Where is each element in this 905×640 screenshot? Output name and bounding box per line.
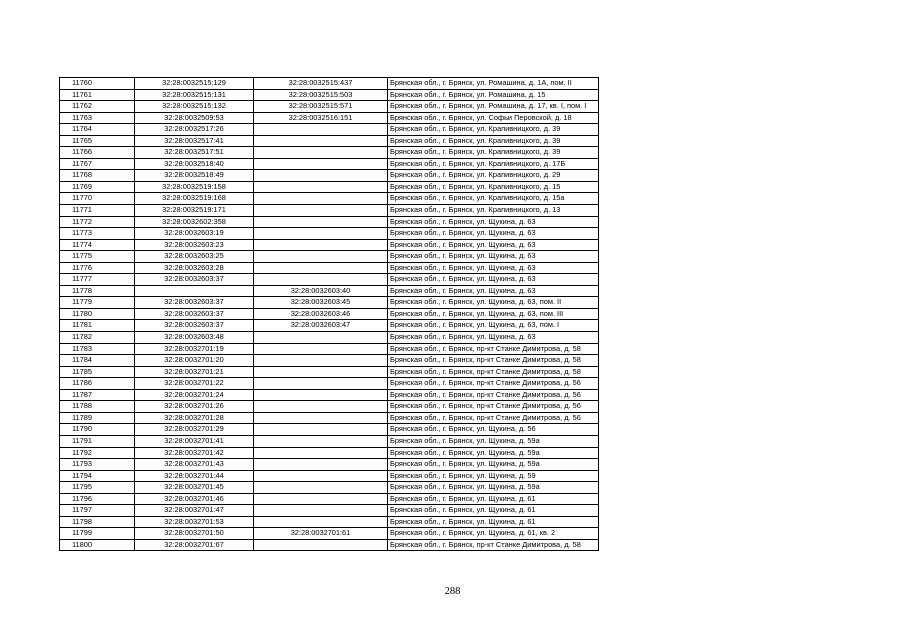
cadastral-number-cell: 32:28:0032518:40	[135, 158, 254, 170]
cadastral-number-cell: 32:28:0032603:37	[135, 308, 254, 320]
row-number-cell: 11772	[60, 216, 135, 228]
cadastral-number-cell: 32:28:0032602:358	[135, 216, 254, 228]
cadastral-number-cell: 32:28:0032701:19	[135, 343, 254, 355]
cadastral-number-cell: 32:28:0032603:25	[135, 251, 254, 263]
related-cadastral-number-cell: 32:28:0032603:45	[254, 297, 388, 309]
table-row	[60, 332, 599, 344]
address-cell: Брянская обл., г. Брянск, ул. Щукина, д. 63	[388, 228, 599, 240]
related-cadastral-number-cell	[254, 251, 388, 263]
row-number-cell: 11797	[60, 505, 135, 517]
address-cell: Брянская обл., г. Брянск, пр-кт Станке Димитрова, д. 56	[388, 378, 599, 390]
address-cell: Брянская обл., г. Брянск, ул. Щукина, д. 63	[388, 251, 599, 263]
address-cell: Брянская обл., г. Брянск, пр-кт Станке Димитрова, д. 58	[388, 539, 599, 551]
related-cadastral-number-cell	[254, 412, 388, 424]
table-row	[60, 308, 599, 320]
cadastral-number-cell: 32:28:0032603:23	[135, 239, 254, 251]
cadastral-number-cell: 32:28:0032603:28	[135, 262, 254, 274]
cadastral-number-cell: 32:28:0032701:53	[135, 516, 254, 528]
cadastral-number-cell: 32:28:0032603:48	[135, 332, 254, 344]
row-number-cell: 11798	[60, 516, 135, 528]
related-cadastral-number-cell: 32:28:0032603:40	[254, 285, 388, 297]
address-cell: Брянская обл., г. Брянск, ул. Щукина, д. 63, пом. II	[388, 297, 599, 309]
address-cell: Брянская обл., г. Брянск, ул. Щукина, д. 59а	[388, 447, 599, 459]
address-cell: Брянская обл., г. Брянск, ул. Щукина, д. 63, пом. III	[388, 308, 599, 320]
cadastral-number-cell: 32:28:0032517:51	[135, 147, 254, 159]
cadastral-number-cell: 32:28:0032701:43	[135, 459, 254, 471]
related-cadastral-number-cell	[254, 482, 388, 494]
address-cell: Брянская обл., г. Брянск, ул. Крапивницкого, д. 39	[388, 124, 599, 136]
related-cadastral-number-cell: 32:28:0032515:503	[254, 89, 388, 101]
row-number-cell: 11763	[60, 112, 135, 124]
cadastral-number-cell: 32:28:0032519:158	[135, 181, 254, 193]
cadastral-number-cell: 32:28:0032701:21	[135, 366, 254, 378]
table-row	[60, 343, 599, 355]
row-number-cell: 11760	[60, 78, 135, 90]
row-number-cell: 11769	[60, 181, 135, 193]
address-cell: Брянская обл., г. Брянск, ул. Щукина, д. 63	[388, 216, 599, 228]
row-number-cell: 11774	[60, 239, 135, 251]
row-number-cell: 11784	[60, 355, 135, 367]
address-cell: Брянская обл., г. Брянск, ул. Щукина, д. 59а	[388, 482, 599, 494]
row-number-cell: 11794	[60, 470, 135, 482]
address-cell: Брянская обл., г. Брянск, ул. Щукина, д. 63	[388, 332, 599, 344]
table-row	[60, 124, 599, 136]
address-cell: Брянская обл., г. Брянск, ул. Крапивницкого, д. 17Б	[388, 158, 599, 170]
related-cadastral-number-cell	[254, 493, 388, 505]
cadastral-number-cell	[135, 285, 254, 297]
address-cell: Брянская обл., г. Брянск, ул. Ромашина, д. 1А, пом. II	[388, 78, 599, 90]
related-cadastral-number-cell	[254, 181, 388, 193]
cadastral-number-cell: 32:28:0032515:129	[135, 78, 254, 90]
row-number-cell: 11788	[60, 401, 135, 413]
related-cadastral-number-cell	[254, 447, 388, 459]
cadastral-number-cell: 32:28:0032518:49	[135, 170, 254, 182]
address-cell: Брянская обл., г. Брянск, ул. Щукина, д. 59а	[388, 435, 599, 447]
row-number-cell: 11770	[60, 193, 135, 205]
table-row	[60, 135, 599, 147]
cadastral-number-cell: 32:28:0032701:20	[135, 355, 254, 367]
related-cadastral-number-cell	[254, 516, 388, 528]
table-row	[60, 101, 599, 113]
cadastral-number-cell: 32:28:0032517:41	[135, 135, 254, 147]
cadastral-number-cell: 32:28:0032701:41	[135, 435, 254, 447]
related-cadastral-number-cell	[254, 135, 388, 147]
address-cell: Брянская обл., г. Брянск, ул. Щукина, д. 61	[388, 493, 599, 505]
table-row	[60, 528, 599, 540]
address-cell: Брянская обл., г. Брянск, ул. Щукина, д. 63	[388, 262, 599, 274]
row-number-cell: 11792	[60, 447, 135, 459]
cadastral-number-cell: 32:28:0032509:53	[135, 112, 254, 124]
related-cadastral-number-cell	[254, 401, 388, 413]
row-number-cell: 11796	[60, 493, 135, 505]
address-cell: Брянская обл., г. Брянск, ул. Щукина, д. 59а	[388, 459, 599, 471]
table-row	[60, 389, 599, 401]
cadastral-number-cell: 32:28:0032701:44	[135, 470, 254, 482]
address-cell: Брянская обл., г. Брянск, пр-кт Станке Димитрова, д. 58	[388, 343, 599, 355]
table-row	[60, 181, 599, 193]
address-cell: Брянская обл., г. Брянск, ул. Щукина, д. 63	[388, 285, 599, 297]
cadastral-number-cell: 32:28:0032603:37	[135, 297, 254, 309]
related-cadastral-number-cell	[254, 505, 388, 517]
cadastral-number-cell: 32:28:0032603:37	[135, 274, 254, 286]
row-number-cell: 11766	[60, 147, 135, 159]
related-cadastral-number-cell	[254, 389, 388, 401]
address-cell: Брянская обл., г. Брянск, ул. Ромашина, д. 15	[388, 89, 599, 101]
address-cell: Брянская обл., г. Брянск, ул. Софьи Перовской, д. 18	[388, 112, 599, 124]
related-cadastral-number-cell: 32:28:0032603:46	[254, 308, 388, 320]
related-cadastral-number-cell	[254, 170, 388, 182]
cadastral-table	[59, 77, 599, 551]
table-row	[60, 447, 599, 459]
cadastral-number-cell: 32:28:0032701:45	[135, 482, 254, 494]
related-cadastral-number-cell	[254, 332, 388, 344]
address-cell: Брянская обл., г. Брянск, ул. Щукина, д. 56	[388, 424, 599, 436]
cadastral-number-cell: 32:28:0032519:168	[135, 193, 254, 205]
row-number-cell: 11791	[60, 435, 135, 447]
cadastral-number-cell: 32:28:0032701:42	[135, 447, 254, 459]
table-body	[60, 78, 599, 551]
table-row	[60, 112, 599, 124]
related-cadastral-number-cell	[254, 228, 388, 240]
row-number-cell: 11779	[60, 297, 135, 309]
related-cadastral-number-cell: 32:28:0032515:437	[254, 78, 388, 90]
table-row	[60, 239, 599, 251]
address-cell: Брянская обл., г. Брянск, ул. Крапивницкого, д. 39	[388, 147, 599, 159]
table-row	[60, 516, 599, 528]
address-cell: Брянская обл., г. Брянск, ул. Щукина, д. 63, пом. I	[388, 320, 599, 332]
row-number-cell: 11767	[60, 158, 135, 170]
table-row	[60, 205, 599, 217]
table-row	[60, 366, 599, 378]
table-row	[60, 539, 599, 551]
cadastral-number-cell: 32:28:0032701:22	[135, 378, 254, 390]
cadastral-number-cell: 32:28:0032701:29	[135, 424, 254, 436]
cadastral-number-cell: 32:28:0032603:37	[135, 320, 254, 332]
cadastral-number-cell: 32:28:0032701:46	[135, 493, 254, 505]
address-cell: Брянская обл., г. Брянск, ул. Щукина, д. 61, кв. 2	[388, 528, 599, 540]
related-cadastral-number-cell: 32:28:0032603:47	[254, 320, 388, 332]
table-row	[60, 228, 599, 240]
row-number-cell: 11768	[60, 170, 135, 182]
address-cell: Брянская обл., г. Брянск, ул. Щукина, д. 63	[388, 274, 599, 286]
row-number-cell: 11775	[60, 251, 135, 263]
table-row	[60, 193, 599, 205]
cadastral-number-cell: 32:28:0032701:47	[135, 505, 254, 517]
table-row	[60, 320, 599, 332]
row-number-cell: 11771	[60, 205, 135, 217]
table-row	[60, 482, 599, 494]
related-cadastral-number-cell	[254, 124, 388, 136]
row-number-cell: 11761	[60, 89, 135, 101]
row-number-cell: 11780	[60, 308, 135, 320]
related-cadastral-number-cell	[254, 355, 388, 367]
table-row	[60, 493, 599, 505]
related-cadastral-number-cell	[254, 193, 388, 205]
table-row	[60, 158, 599, 170]
row-number-cell: 11793	[60, 459, 135, 471]
related-cadastral-number-cell	[254, 366, 388, 378]
related-cadastral-number-cell	[254, 147, 388, 159]
related-cadastral-number-cell	[254, 216, 388, 228]
table-row	[60, 251, 599, 263]
related-cadastral-number-cell	[254, 539, 388, 551]
address-cell: Брянская обл., г. Брянск, ул. Щукина, д. 61	[388, 505, 599, 517]
row-number-cell: 11762	[60, 101, 135, 113]
row-number-cell: 11783	[60, 343, 135, 355]
table-row	[60, 147, 599, 159]
row-number-cell: 11789	[60, 412, 135, 424]
row-number-cell: 11773	[60, 228, 135, 240]
table-row	[60, 297, 599, 309]
address-cell: Брянская обл., г. Брянск, ул. Щукина, д. 63	[388, 239, 599, 251]
table-row	[60, 435, 599, 447]
address-cell: Брянская обл., г. Брянск, ул. Крапивницкого, д. 39	[388, 135, 599, 147]
related-cadastral-number-cell	[254, 435, 388, 447]
related-cadastral-number-cell: 32:28:0032516:151	[254, 112, 388, 124]
address-cell: Брянская обл., г. Брянск, пр-кт Станке Димитрова, д. 56	[388, 412, 599, 424]
table-row	[60, 412, 599, 424]
cadastral-number-cell: 32:28:0032701:26	[135, 401, 254, 413]
row-number-cell: 11777	[60, 274, 135, 286]
related-cadastral-number-cell: 32:28:0032701:61	[254, 528, 388, 540]
table-row	[60, 470, 599, 482]
address-cell: Брянская обл., г. Брянск, ул. Ромашина, д. 17, кв. I, пом. I	[388, 101, 599, 113]
address-cell: Брянская обл., г. Брянск, ул. Щукина, д. 59	[388, 470, 599, 482]
address-cell: Брянская обл., г. Брянск, ул. Крапивницкого, д. 15	[388, 181, 599, 193]
row-number-cell: 11795	[60, 482, 135, 494]
row-number-cell: 11765	[60, 135, 135, 147]
address-cell: Брянская обл., г. Брянск, ул. Крапивницкого, д. 15а	[388, 193, 599, 205]
row-number-cell: 11776	[60, 262, 135, 274]
table-row	[60, 285, 599, 297]
table-row	[60, 355, 599, 367]
related-cadastral-number-cell	[254, 262, 388, 274]
table-row	[60, 170, 599, 182]
related-cadastral-number-cell	[254, 424, 388, 436]
cadastral-number-cell: 32:28:0032515:131	[135, 89, 254, 101]
table-row	[60, 78, 599, 90]
related-cadastral-number-cell	[254, 274, 388, 286]
related-cadastral-number-cell: 32:28:0032515:571	[254, 101, 388, 113]
table-row	[60, 459, 599, 471]
row-number-cell: 11778	[60, 285, 135, 297]
address-cell: Брянская обл., г. Брянск, пр-кт Станке Димитрова, д. 56	[388, 389, 599, 401]
table-row	[60, 424, 599, 436]
row-number-cell: 11764	[60, 124, 135, 136]
table-row	[60, 401, 599, 413]
row-number-cell: 11786	[60, 378, 135, 390]
table-row	[60, 89, 599, 101]
cadastral-number-cell: 32:28:0032603:19	[135, 228, 254, 240]
row-number-cell: 11799	[60, 528, 135, 540]
row-number-cell: 11790	[60, 424, 135, 436]
table-row	[60, 505, 599, 517]
cadastral-number-cell: 32:28:0032515:132	[135, 101, 254, 113]
cadastral-number-cell: 32:28:0032701:50	[135, 528, 254, 540]
row-number-cell: 11781	[60, 320, 135, 332]
related-cadastral-number-cell	[254, 343, 388, 355]
address-cell: Брянская обл., г. Брянск, пр-кт Станке Димитрова, д. 56	[388, 401, 599, 413]
address-cell: Брянская обл., г. Брянск, пр-кт Станке Димитрова, д. 58	[388, 355, 599, 367]
address-cell: Брянская обл., г. Брянск, пр-кт Станке Димитрова, д. 58	[388, 366, 599, 378]
related-cadastral-number-cell	[254, 378, 388, 390]
related-cadastral-number-cell	[254, 239, 388, 251]
table-row	[60, 216, 599, 228]
address-cell: Брянская обл., г. Брянск, ул. Крапивницкого, д. 13	[388, 205, 599, 217]
table-row	[60, 378, 599, 390]
cadastral-number-cell: 32:28:0032701:24	[135, 389, 254, 401]
related-cadastral-number-cell	[254, 158, 388, 170]
cadastral-number-cell: 32:28:0032701:67	[135, 539, 254, 551]
row-number-cell: 11782	[60, 332, 135, 344]
page-number: 288	[444, 586, 461, 597]
address-cell: Брянская обл., г. Брянск, ул. Крапивницкого, д. 29	[388, 170, 599, 182]
cadastral-number-cell: 32:28:0032701:28	[135, 412, 254, 424]
related-cadastral-number-cell	[254, 205, 388, 217]
row-number-cell: 11787	[60, 389, 135, 401]
cadastral-number-cell: 32:28:0032517:26	[135, 124, 254, 136]
table-row	[60, 274, 599, 286]
related-cadastral-number-cell	[254, 459, 388, 471]
row-number-cell: 11785	[60, 366, 135, 378]
cadastral-number-cell: 32:28:0032519:171	[135, 205, 254, 217]
related-cadastral-number-cell	[254, 470, 388, 482]
table-row	[60, 262, 599, 274]
address-cell: Брянская обл., г. Брянск, ул. Щукина, д. 61	[388, 516, 599, 528]
row-number-cell: 11800	[60, 539, 135, 551]
